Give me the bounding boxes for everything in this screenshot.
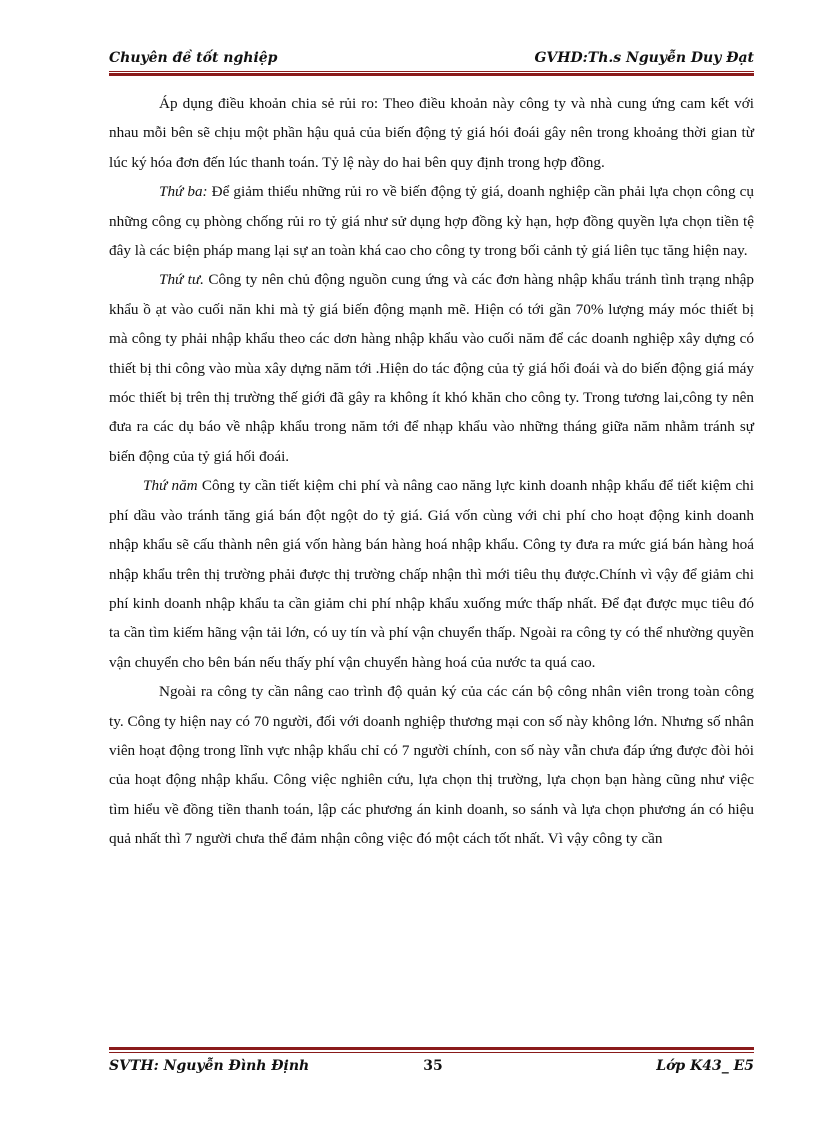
- paragraph-text: Ngoài ra công ty cần nâng cao trình độ quản ký của các cán bộ công nhân viên trong toàn công ty. Công ty hiện nay có 70 người, đối với doanh nghiệp thương mại con số này không lớn. Nhưng số nhân viên hoạt động trong lĩnh vực nhập khẩu chỉ có 7 người chính, con số này vẫn chưa đáp ứng được đòi hỏi của hoạt động nhập khẩu. Công việc nghiên cứu, lựa chọn thị trường, lựa chọn bạn hàng cũng như việc tìm hiểu về đồng tiền thanh toán, lập các phương án kinh doanh, so sánh và lựa chọn phương án có hiệu quả nhất thì 7 người chưa thể đảm nhận công việc đó một cách tốt nhất. Vì vậy công ty cần: [109, 683, 754, 848]
- page-footer: [109, 1058, 754, 1078]
- document-body: [109, 89, 754, 854]
- header-rule-thin: [109, 71, 754, 72]
- footer-rule-thick: [109, 1047, 754, 1050]
- header-rule-thick: [109, 73, 754, 76]
- footer-student: SVTH: Nguyễn Đình Định: [109, 1058, 310, 1074]
- footer-rule-thin: [109, 1052, 754, 1053]
- paragraph-lead: Thứ tư.: [159, 271, 204, 289]
- page-header: [109, 50, 754, 70]
- paragraph-text: Công ty nên chủ động nguồn cung ứng và các đơn hàng nhập khẩu tránh tình trạng nhập khẩu ồ ạt vào cuối năn khi mà tỷ giá biến động mạnh mẽ. Hiện có tới gần 70% lượng máy móc thiết bị mà công ty phải nhập khẩu theo các dơn hàng nhập khẩu vào cuối năm để các doanh nghiệp xây dựng có thiết bị thi công vào mùa xây dựng năm tới .Hiện do tác động của tỷ giá hối đoái và do biến động giá máy móc thiết bị trên thị trường thế giới đã gây ra không ít khó khăn cho công ty. Trong tương lai,công ty nên đưa ra các dụ báo về nhập khẩu trong năm tới để nhạp khẩu vào những tháng giữa năm nhằm tránh sự biến động của tỷ giá hối đoái.: [109, 271, 755, 465]
- paragraph-text: Để giảm thiểu những rủi ro về biến động tỷ giá, doanh nghiệp cần phải lựa chọn công cụ những công cụ phòng chống rủi ro tỷ giá như sử dụng hợp đồng kỳ hạn, hợp đồng quyền lựa chọn tiền tệ đây là các biện pháp mang lại sự an toàn khá cao cho công ty trong bối cảnh tỷ giá liên tục tăng hiện nay.: [109, 183, 754, 260]
- header-title: Chuyên đề tốt nghiệp: [109, 50, 278, 66]
- footer-class: Lớp K43_ E5: [656, 1058, 754, 1074]
- paragraph-text: Áp dụng điều khoản chia sẻ rủi ro: Theo điều khoản này công ty và nhà cung ứng cam kết với nhau mỗi bên sẽ chịu một phần hậu quả của biến động tỷ giá hói đoái gây nên trong khoảng thời gian từ lúc ký hóa đơn đến lúc thanh toán. Tỷ lệ này do hai bên quy định trong hợp đồng.: [109, 95, 754, 171]
- paragraph-risk-sharing: [109, 89, 754, 177]
- paragraph-staff: [109, 677, 754, 853]
- paragraph-text: Công ty cần tiết kiệm chi phí và nâng cao năng lực kinh doanh nhập khẩu để tiết kiệm chi phí dầu vào tránh tăng giá bán đột ngột do tỷ giá. Giá vốn cùng với chi phí cho hoạt động kinh doanh nhập khẩu sẽ cấu thành nên giá vốn hàng bán hàng hoá nhập khẩu. Công ty đưa ra mức giá bán hàng hoá nhập khẩu trên thị trường phải được thị trường chấp nhận thì mới tiêu thụ được.Chính vì vậy để giảm chi phí kinh doanh nhập khẩu ta cần giảm chi phí nhập khẩu xuống mức thấp nhất. Để đạt được mục tiêu đó ta cần tìm kiếm hãng vận tải lớn, có uy tín và phí vận chuyển thấp. Ngoài ra công ty có thể nhường quyền vận chuyển cho bên bán nếu thấy phí vận chuyển hàng hoá của nước ta quá cao.: [109, 477, 754, 671]
- paragraph-lead: Thứ ba:: [159, 183, 208, 201]
- paragraph-lead: Thứ năm: [143, 477, 198, 495]
- paragraph-fifth: [109, 471, 754, 677]
- header-advisor: GVHD:Th.s Nguyễn Duy Đạt: [534, 50, 754, 66]
- paragraph-fourth: [109, 265, 754, 471]
- page-number: 35: [423, 1058, 443, 1074]
- paragraph-third: [109, 177, 754, 265]
